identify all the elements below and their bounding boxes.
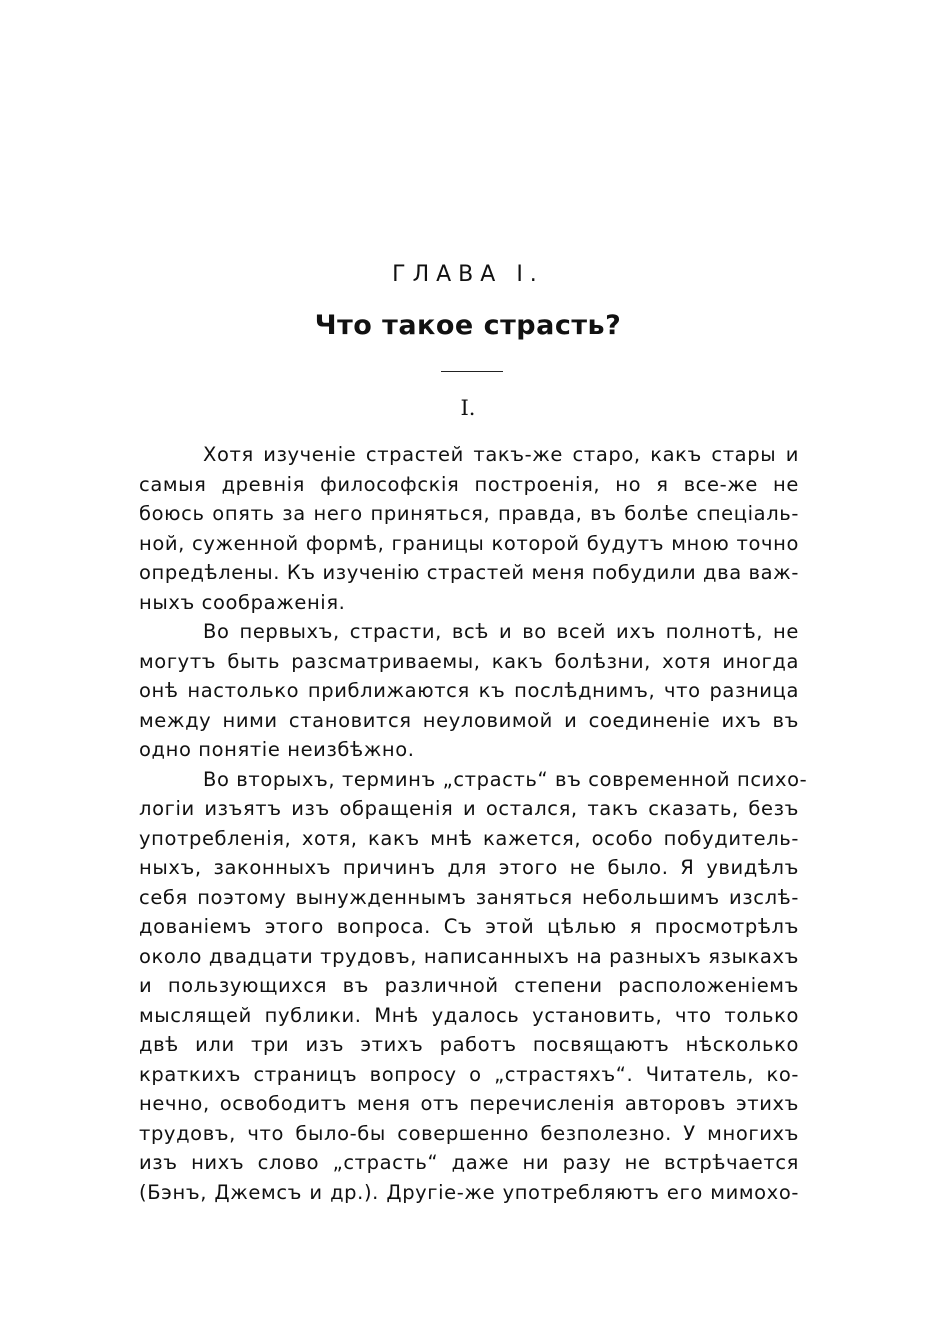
text-line: ной, суженной формѣ, границы которой будутъ мною точно	[139, 531, 799, 555]
body-text	[139, 440, 808, 1207]
text-line: трудовъ, что было-бы совершенно безполезно. У многихъ	[139, 1121, 799, 1145]
text-line: опредѣлены. Къ изученію страстей меня побудили два важ-	[139, 561, 799, 584]
paragraph-3	[139, 765, 808, 1208]
text-line: краткихъ страницъ вопросу о „страстяхъ“. Читатель, ко-	[139, 1062, 799, 1086]
text-line: дованіемъ этого вопроса. Съ этой цѣлью я просмотрѣлъ	[139, 915, 799, 938]
text-line: около двадцати трудовъ, написанныхъ на разныхъ языкахъ	[139, 944, 799, 968]
text-line: двѣ или три изъ этихъ работъ посвящаютъ нѣсколько	[139, 1033, 799, 1056]
chapter-label: ГЛАВА I.	[392, 262, 544, 287]
text-line: самыя древнія философскія построенія, но я все-же не	[139, 472, 799, 496]
text-line: одно понятіе неизбѣжно.	[139, 738, 415, 761]
text-line: (Бэнъ, Джемсъ и др.). Другіе-же употребляютъ его мимохо-	[139, 1180, 799, 1204]
text-line: Во вторыхъ, терминъ „страсть“ въ современной психо-	[203, 767, 808, 791]
paragraph-1	[139, 440, 799, 617]
text-line: ныхъ соображенія.	[139, 590, 346, 614]
text-line: могутъ быть разсматриваемы, какъ болѣзни, хотя иногда	[139, 649, 799, 673]
text-line: себя поэтому вынужденнымъ заняться небольшимъ изслѣ-	[139, 885, 799, 909]
text-line: мыслящей публики. Мнѣ удалось установить, что только	[139, 1003, 799, 1027]
text-line: между ними становится неуловимой и соединеніе ихъ въ	[139, 708, 799, 732]
text-line: Во первыхъ, страсти, всѣ и во всей ихъ полнотѣ, не	[203, 620, 799, 643]
text-line: изъ нихъ слово „страсть“ даже ни разу не встрѣчается	[139, 1151, 799, 1174]
paragraph-2	[139, 617, 799, 765]
text-line: онѣ настолько приближаются къ послѣднимъ, что разница	[139, 679, 799, 702]
text-line: ныхъ, законныхъ причинъ для этого не было. Я увидѣлъ	[139, 856, 799, 879]
text-line: и пользующихся въ различной степени расположеніемъ	[139, 974, 799, 997]
text-line: боюсь опять за него приняться, правда, въ болѣе спеціаль-	[139, 502, 799, 525]
chapter-title: Что такое страсть?	[314, 310, 622, 341]
text-line: Хотя изученіе страстей такъ-же старо, какъ стары и	[203, 443, 799, 466]
title-divider	[441, 371, 503, 372]
text-line: логіи изъятъ изъ обращенія и остался, такъ сказать, безъ	[139, 797, 799, 820]
section-number: I.	[460, 396, 476, 420]
text-line: нечно, освободитъ меня отъ перечисленія авторовъ этихъ	[139, 1092, 799, 1115]
text-line: употребленія, хотя, какъ мнѣ кажется, особо побудитель-	[139, 826, 799, 850]
